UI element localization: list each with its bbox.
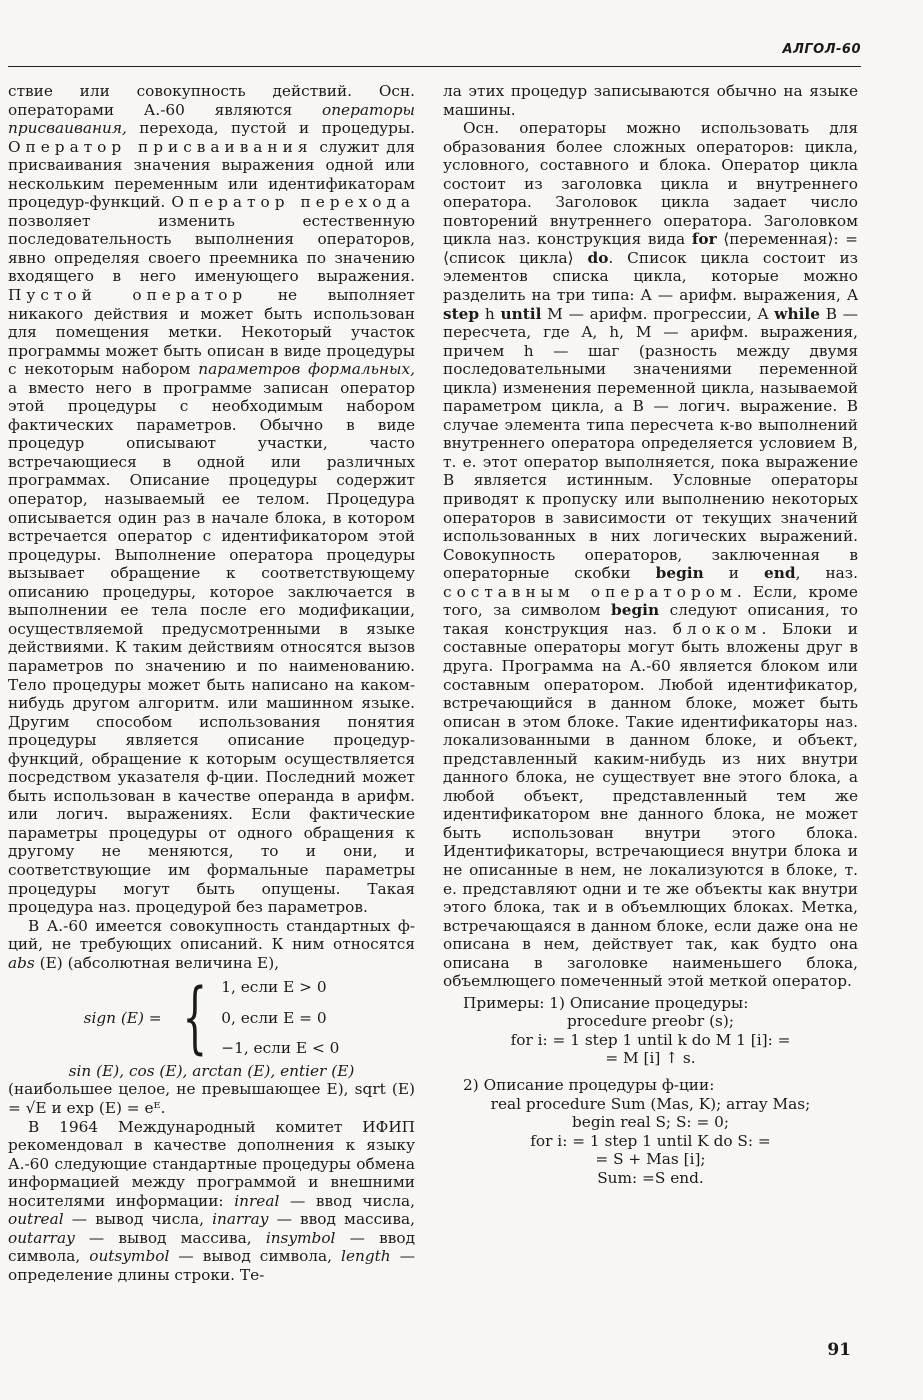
sign-formula: sign (E) = { 1, если E > 0 0, если E = 0 −1, если E < 0 (83, 973, 340, 1064)
functions-line: sin (E), cos (E), arctan (E), entier (E) (68, 1061, 355, 1080)
code-line: procedure preobr (s); (566, 1012, 735, 1031)
code-line: begin real S; S: = 0; (571, 1113, 730, 1132)
code-line: = S + Mas [i]; (595, 1150, 706, 1169)
right-column (443, 82, 858, 1187)
paragraph: В А.-60 имеется совокупность стандартных ф-ций, не требующих описаний. К ним относятся abs (E) (абсолютная величина E), (8, 916, 415, 972)
code-line: = M [i] ↑ s. (605, 1049, 696, 1068)
paragraph: ствие или совокупность действий. Осн. операторами А.-60 являются операторы присваивания, перехода, пустой и процедуры. Оператор присваивания служит для присваивания значения выражения одной или нескольким переменным или идентификаторам процедур-функций. Оператор перехода позволяет изменить естественную последовательность выполнения операторов, явно определяя своего преемника по значению входящего в него именующего выражения. Пустой оператор не выполняет никакого действия и может быть использован для помещения метки. Некоторый участок программы может быть описан в виде процедуры с некоторым набором параметров формальных, а вместо него в программе записан оператор этой процедуры с необходимым набором фактических параметров. Обычно в виде процедур описывают участки, часто встречающиеся в одной или различных программах. Описание процедуры содержит оператор, называемый ее телом. Процедура описывается один раз в начале блока, в котором встречается оператор с идентификатором этой процедуры. Выполнение оператора процедуры вызывает обращение к соответствующему описанию процедуры, которое заключается в выполнении ее тела после его модификации, осуществляемой предусмотренными в языке действиями. К таким действиям относятся вызов параметров по значению и по наименованию. Тело процедуры может быть написано на каком-нибудь другом алгоритм. или машинном языке. Другим способом использования понятия процедуры является описание процедур-функций, обращение к которым осуществляется посредством указателя ф-ции. Последний может быть использован в качестве операнда в арифм. или логич. выражениях. Если фактические параметры процедуры от одного обращения к другому не меняются, то и они, и соответствующие им формальные параметры процедуры могут быть опущены. Такая процедура наз. процедурой без параметров. (8, 82, 415, 917)
left-column (8, 82, 415, 1284)
example-title: 2) Описание процедуры ф-ции: (463, 1075, 715, 1094)
paragraph: ла этих процедур записываются обычно на языке машины. (443, 82, 858, 119)
code-line: for i: = 1 step 1 until K do S: = (530, 1131, 771, 1150)
header-rule (8, 66, 861, 67)
running-head: АЛГОЛ-60 (782, 42, 861, 57)
page-number: 91 (827, 1340, 851, 1360)
paragraph: (наибольшее целое, не превышающее E), sqrt (E) = √E и exp (E) = eᴱ. (8, 1080, 415, 1117)
paragraph: Осн. операторы можно использовать для образования более сложных операторов: цикла, условного, составного и блока. Оператор цикла состоит из заголовка цикла и внутреннего оператора. Заголовок цикла задает число повторений внутреннего оператора. Заголовком цикла наз. конструкция вида for ⟨переменная⟩: = ⟨список цикла⟩ do. Список цикла состоит из элементов списка цикла, которые можно разделить на три типа: A — арифм. выражения, A step h until M — арифм. прогрессии, A while B — пересчета, где A, h, M — арифм. выражения, причем h — шаг (разность между двумя последовательными значениями переменной цикла) изменения переменной цикла, называемой параметром цикла, а B — логич. выражение. В случае элемента типа пересчета к-во выполнений внутреннего оператора определяется условием B, т. е. этот оператор выполняется, пока выражение B является истинным. Условные операторы приводят к пропуску или выполнению некоторых операторов в зависимости от текущих значений использованных в них логических выражений. Совокупность операторов, заключенная в операторные скобки begin и end, наз. составным оператором. Если, кроме того, за символом begin следуют описания, то такая конструкция наз. блоком. Блоки и составные операторы могут быть вложены друг в друга. Программа на А.-60 является блоком или составным оператором. Любой идентификатор, встречающийся в данном блоке, может быть описан в этом блоке. Такие идентификаторы наз. локализованными в данном блоке, и объект, представленный каким-нибудь из них внутри данного блока, не существует вне этого блока, а любой объект, представленный тем же идентификатором вне данного блока, не может быть использован внутри этого блока. Идентификаторы, встречающиеся внутри блока и не описанные в нем, не локализуются в блоке, т. е. представляют одни и те же объекты как внутри этого блока, так и в объемлющих блоках. Метка, встречающаяся в данном блоке, если даже она не описана в нем, действует так, как будто она описана в заголовке наименьшего блока, объемлющего помеченный этой меткой оператор. (443, 119, 859, 991)
code-line: Sum: =S end. (597, 1168, 704, 1187)
example-title: Примеры: 1) Описание процедуры: (463, 993, 749, 1012)
code-line: real procedure Sum (Mas, K); array Mas; (490, 1094, 811, 1113)
code-line: for i: = 1 step 1 until k do M 1 [i]: = (510, 1030, 791, 1049)
paragraph: В 1964 Международный комитет ИФИП рекомендовал в качестве дополнения к языку А.-60 следующие стандартные процедуры обмена информацией между программой и внешними носителями информации: inreal — ввод числа, outreal — вывод числа, inarray — ввод массива, outarray — вывод массива, insymbol — ввод символа, outsymbol — вывод символа, length — определение длины строки. Те- (8, 1117, 416, 1284)
